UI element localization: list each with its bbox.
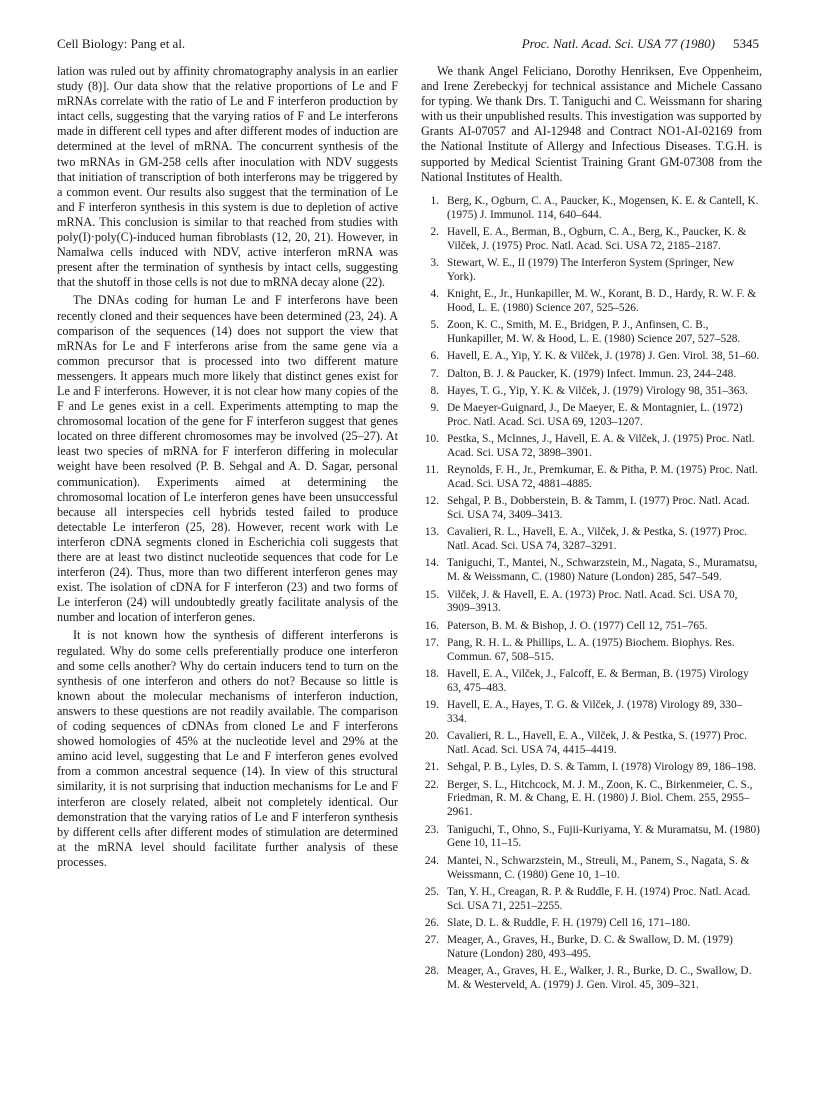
reference-number: 21. bbox=[424, 761, 439, 774]
reference-number: 13. bbox=[424, 526, 439, 539]
reference-text: Slate, D. L. & Ruddle, F. H. (1979) Cell 16, 171–180. bbox=[447, 916, 691, 929]
reference-item bbox=[421, 730, 762, 758]
reference-number: 16. bbox=[424, 619, 439, 632]
reference-number: 19. bbox=[424, 699, 439, 712]
page-number: 5345 bbox=[733, 36, 759, 51]
reference-text: Hayes, T. G., Yip, Y. K. & Vilček, J. (1979) Virology 98, 351–363. bbox=[447, 384, 748, 397]
reference-number: 8. bbox=[430, 384, 439, 397]
reference-text: Sehgal, P. B., Lyles, D. S. & Tamm, I. (1978) Virology 89, 186–198. bbox=[447, 761, 757, 774]
journal-citation: Proc. Natl. Acad. Sci. USA 77 (1980) bbox=[521, 36, 715, 51]
reference-number: 26. bbox=[424, 916, 439, 929]
reference-number: 5. bbox=[430, 319, 439, 332]
reference-number: 2. bbox=[430, 225, 439, 238]
reference-item bbox=[421, 288, 762, 316]
reference-item bbox=[421, 886, 762, 914]
running-head-journal-block bbox=[522, 36, 759, 52]
reference-item bbox=[421, 637, 762, 665]
reference-number: 18. bbox=[424, 667, 439, 680]
reference-list bbox=[421, 195, 762, 993]
reference-text: De Maeyer-Guignard, J., De Maeyer, E. & Montagnier, L. (1972) Proc. Natl. Acad. Sci. USA 69, 1203–1207. bbox=[447, 401, 743, 428]
reference-number: 23. bbox=[424, 823, 439, 836]
reference-text: Meager, A., Graves, H., Burke, D. C. & Swallow, D. M. (1979) Nature (London) 280, 493–495. bbox=[447, 934, 733, 960]
reference-text: Reynolds, F. H., Jr., Premkumar, E. & Pitha, P. M. (1975) Proc. Natl. Acad. Sci. USA 72, 4881–4885. bbox=[447, 464, 758, 491]
reference-text: Pang, R. H. L. & Phillips, L. A. (1975) Biochem. Biophys. Res. Commun. 67, 508–515. bbox=[447, 636, 735, 663]
reference-item bbox=[421, 464, 762, 492]
reference-item bbox=[421, 779, 762, 821]
left-column bbox=[57, 64, 398, 870]
reference-item bbox=[421, 699, 762, 727]
body-paragraph: The DNAs coding for human Le and F interferons have been recently cloned and their sequences have been determined (23, 24). A comparison of the sequences (14) does not support the view that mRNAs for Le and F interferons arise from the same gene via a common precursor that is processed into two different mature messengers. It appears much more likely that distinct genes exist for Le and F interferons. However, it is not clear how many copies of the F and Le genes exist in a cell. Experiments attempting to map the chromosomal location of the gene for F interferon suggest that genes located on three different chromosomes may be involved (25–27). At least two species of mRNA for F interferon differing in molecular weight have been resolved (P. B. Sehgal and A. D. Sagar, personal communication). Experiments aimed at determining the chromosomal location of Le interferon genes have been unsuccessful because all interspecies cell hybrids tested failed to produce detectable Le interferon (25, 28). However, recent work with Le interferon cDNA segments cloned in Escherichia coli suggests that there are at least two distinct nucleotide sequences that code for Le interferon (24). Thus, more than two different interferon genes may exist. The isolation of cDNA for F interferon (23) and two forms of Le interferon (24) will undoubtedly greatly facilitate analysis of the number and location of interferon genes. bbox=[57, 293, 398, 625]
reference-number: 27. bbox=[424, 934, 439, 947]
reference-number: 11. bbox=[425, 464, 439, 477]
reference-text: Havell, E. A., Vilček, J., Falcoff, E. & Berman, B. (1975) Virology 63, 475–483. bbox=[447, 667, 749, 694]
reference-item bbox=[421, 350, 762, 364]
reference-text: Cavalieri, R. L., Havell, E. A., Vilček, J. & Pestka, S. (1977) Proc. Natl. Acad. Sci. USA 74, 3287–3291. bbox=[447, 526, 748, 553]
reference-number: 25. bbox=[424, 885, 439, 898]
reference-text: Dalton, B. J. & Paucker, K. (1979) Infect. Immun. 23, 244–248. bbox=[447, 367, 737, 380]
body-paragraph: lation was ruled out by affinity chromatography analysis in an earlier study (8)]. Our data show that the relative proportions of Le and F mRNAs correlate with the ratio of Le and F interferon production by intact cells, suggesting that the varying ratios of F and Le interferons made in different cell types and after different modes of induction are determined at the level of mRNA. The concurrent synthesis of the two mRNAs in GM-258 cells after inoculation with NDV suggests that initiation of transcription of both interferons may be triggered by a common event. Our results also suggest that the termination of Le and F interferon synthesis in this system is due to depletion of active mRNA. This conclusion is similar to that reached from studies with poly(I)·poly(C)-induced human fibroblasts (12, 20, 21). However, in Namalwa cells induced with NDV, active interferon mRNA was present after the termination of synthesis by intact cells, suggesting that the shutoff in those cells is not due to mRNA decay alone (22). bbox=[57, 64, 398, 290]
reference-number: 22. bbox=[424, 778, 439, 791]
reference-item bbox=[421, 368, 762, 382]
acknowledgments: We thank Angel Feliciano, Dorothy Henriksen, Eve Oppenheim, and Irene Zerebeckyj for technical assistance and Michele Cassano for typing. We thank Drs. T. Taniguchi and C. Weissmann for sharing with us their unpublished results. This investigation was supported by Grants AI-07057 and AI-12948 and Contract NO1-AI-02169 from the National Institute of Allergy and Infectious Diseases. T.G.H. is supported by Medical Scientist Training Grant GM-07308 from the National Institutes of Health. bbox=[421, 64, 762, 184]
reference-text: Berg, K., Ogburn, C. A., Paucker, K., Mogensen, K. E. & Cantell, K. (1975) J. Immunol. 114, 640–644. bbox=[447, 194, 759, 221]
reference-number: 20. bbox=[424, 730, 439, 743]
reference-number: 9. bbox=[430, 401, 439, 414]
reference-item bbox=[421, 319, 762, 347]
reference-text: Havell, E. A., Berman, B., Ogburn, C. A., Berg, K., Paucker, K. & Vilček, J. (1975) Proc. Natl. Acad. Sci. USA 72, 2185–2187. bbox=[447, 225, 747, 252]
reference-number: 7. bbox=[430, 367, 439, 380]
reference-item bbox=[421, 526, 762, 554]
reference-text: Pestka, S., McInnes, J., Havell, E. A. & Vilček, J. (1975) Proc. Natl. Acad. Sci. USA 72, 3898–3901. bbox=[447, 433, 755, 459]
reference-text: Meager, A., Graves, H. E., Walker, J. R., Burke, D. C., Swallow, D. M. & Westerveld, A. (1979) J. Gen. Virol. 45, 309–321. bbox=[447, 965, 752, 992]
reference-item bbox=[421, 855, 762, 883]
reference-number: 10. bbox=[424, 433, 439, 446]
reference-text: Taniguchi, T., Ohno, S., Fujii-Kuriyama, Y. & Muramatsu, M. (1980) Gene 10, 11–15. bbox=[447, 823, 760, 850]
reference-text: Knight, E., Jr., Hunkapiller, M. W., Korant, B. D., Hardy, R. W. F. & Hood, L. E. (1980) Science 207, 525–526. bbox=[447, 288, 757, 314]
reference-text: Havell, E. A., Yip, Y. K. & Vilček, J. (1978) J. Gen. Virol. 38, 51–60. bbox=[447, 350, 760, 363]
reference-text: Havell, E. A., Hayes, T. G. & Vilček, J. (1978) Virology 89, 330–334. bbox=[447, 699, 743, 725]
reference-item bbox=[421, 257, 762, 285]
reference-item bbox=[421, 433, 762, 461]
reference-text: Sehgal, P. B., Dobberstein, B. & Tamm, I. (1977) Proc. Natl. Acad. Sci. USA 74, 3409–3413. bbox=[447, 495, 750, 522]
reference-number: 12. bbox=[424, 495, 439, 508]
reference-item bbox=[421, 495, 762, 523]
right-column bbox=[421, 64, 762, 996]
reference-text: Cavalieri, R. L., Havell, E. A., Vilček, J. & Pestka, S. (1977) Proc. Natl. Acad. Sci. USA 74, 4415–4419. bbox=[447, 730, 748, 757]
reference-item bbox=[421, 402, 762, 430]
reference-item bbox=[421, 195, 762, 223]
reference-text: Stewart, W. E., II (1979) The Interferon System (Springer, New York). bbox=[447, 256, 735, 283]
reference-item bbox=[421, 934, 762, 962]
reference-item bbox=[421, 917, 762, 931]
running-head-section: Cell Biology: Pang et al. bbox=[57, 36, 186, 51]
reference-number: 14. bbox=[424, 557, 439, 570]
reference-text: Taniguchi, T., Mantei, N., Schwarzstein, M., Nagata, S., Muramatsu, M. & Weissmann, C. (1980) Nature (London) 285, 547–549. bbox=[447, 557, 758, 584]
reference-text: Tan, Y. H., Creagan, R. P. & Ruddle, F. H. (1974) Proc. Natl. Acad. Sci. USA 71, 2251–2255. bbox=[447, 885, 751, 912]
body-paragraph: It is not known how the synthesis of different interferons is regulated. Why do some cells preferentially produce one interferon and some cells another? Why do certain inducers tend to turn on the synthesis of one interferon and others do not? Because so little is known about the molecular mechanisms of interferon induction, answers to these questions are not readily available. The comparison of coding sequences of cDNAs from cloned Le and F interferons showed homologies of 45% at the nucleotide level and 29% at the amino acid level, suggesting that Le and F interferon genes evolved from a common ancestral sequence (14). In view of this structural similarity, it is not surprising that induction mechanisms for Le and F interferon are closely related, albeit not completely identical. Our demonstration that the varying ratios of Le and F interferon synthesis by different cells after different modes of stimulation are determined at the mRNA level should facilitate further analysis of these processes. bbox=[57, 628, 398, 869]
reference-number: 17. bbox=[424, 636, 439, 649]
reference-number: 28. bbox=[424, 965, 439, 978]
reference-item bbox=[421, 557, 762, 585]
reference-item bbox=[421, 226, 762, 254]
reference-text: Mantei, N., Schwarzstein, M., Streuli, M., Panem, S., Nagata, S. & Weissmann, C. (1980) Gene 10, 1–10. bbox=[447, 854, 750, 881]
reference-number: 3. bbox=[430, 256, 439, 269]
reference-item bbox=[421, 965, 762, 993]
reference-text: Vilček, J. & Havell, E. A. (1973) Proc. Natl. Acad. Sci. USA 70, 3909–3913. bbox=[447, 588, 738, 615]
reference-text: Paterson, B. M. & Bishop, J. O. (1977) Cell 12, 751–765. bbox=[447, 619, 708, 632]
reference-number: 1. bbox=[430, 194, 439, 207]
reference-item bbox=[421, 589, 762, 617]
reference-text: Zoon, K. C., Smith, M. E., Bridgen, P. J., Anfinsen, C. B., Hunkapiller, M. W. & Hood, L. E. (1980) Science 207, 527–528. bbox=[447, 319, 741, 346]
reference-number: 24. bbox=[424, 854, 439, 867]
reference-text: Berger, S. L., Hitchcock, M. J. M., Zoon, K. C., Birkenmeier, C. S., Friedman, R. M. & Chang, E. H. (1980) J. Biol. Chem. 255, 2955–2961. bbox=[447, 778, 753, 819]
reference-item bbox=[421, 385, 762, 399]
running-header bbox=[57, 36, 759, 58]
reference-item bbox=[421, 824, 762, 852]
reference-number: 6. bbox=[430, 350, 439, 363]
reference-number: 15. bbox=[424, 588, 439, 601]
reference-item bbox=[421, 668, 762, 696]
reference-item bbox=[421, 620, 762, 634]
reference-number: 4. bbox=[430, 288, 439, 301]
reference-item bbox=[421, 761, 762, 775]
